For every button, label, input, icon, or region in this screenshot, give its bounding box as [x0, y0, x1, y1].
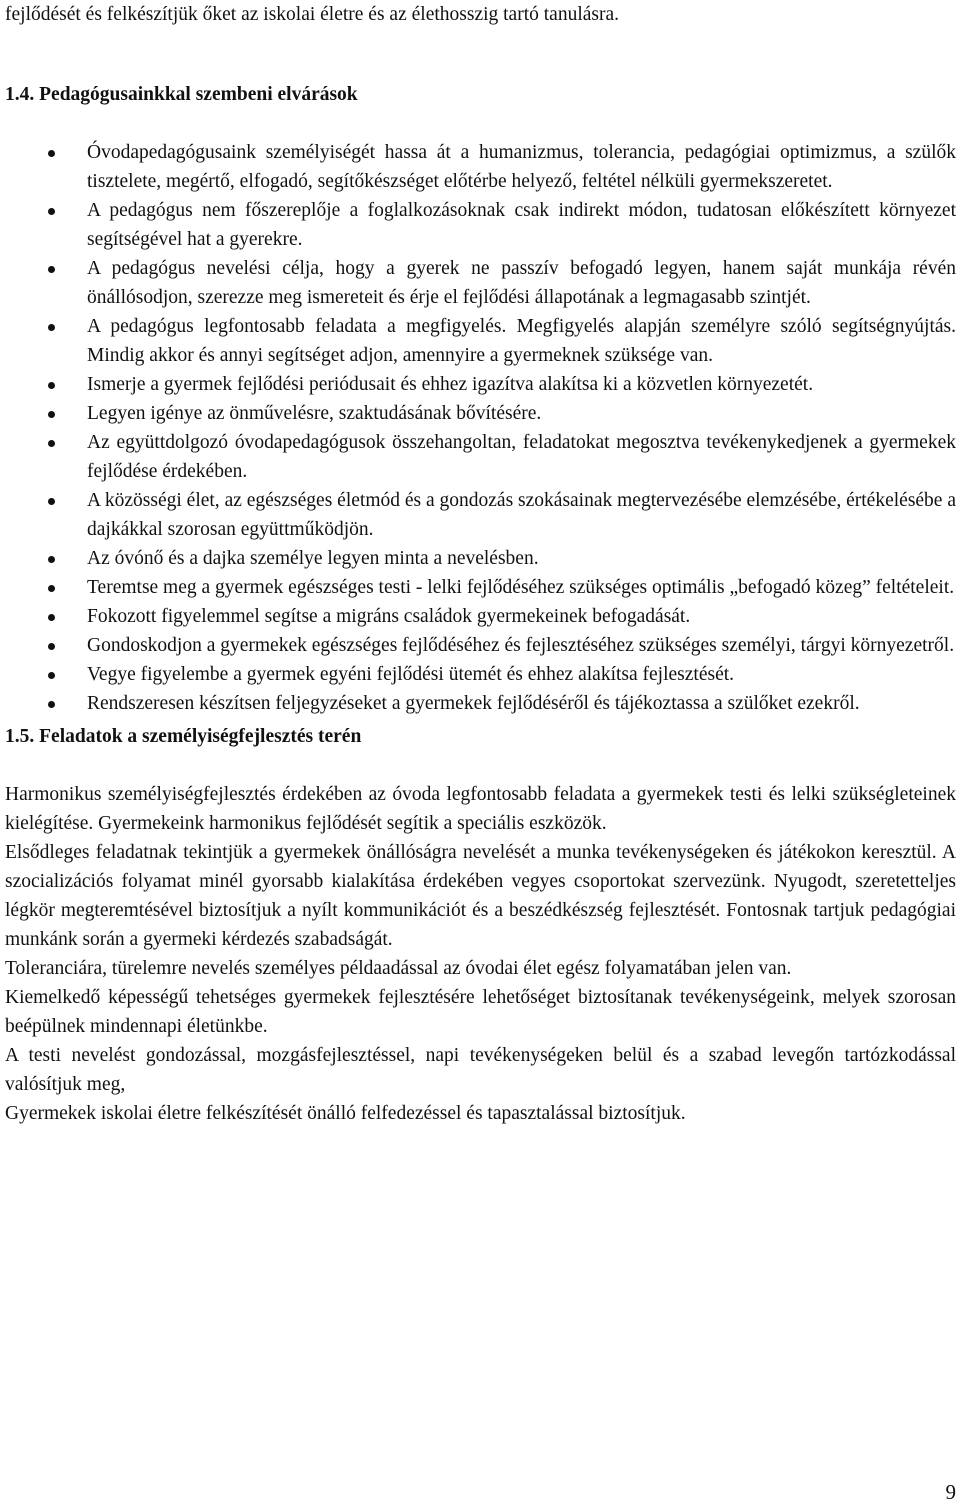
- list-item: [5, 486, 956, 544]
- bullet-icon: [48, 498, 55, 505]
- list-item-text: A pedagógus nevelési célja, hogy a gyerek ne passzív befogadó legyen, hanem saját munkája révén önállósodjon, szerezze meg ismereteit és érje el fejlődési állapotának a legmagasabb szintjét.: [87, 258, 956, 308]
- list-item: [5, 428, 956, 486]
- body-paragraph: Gyermekek iskolai életre felkészítését önálló felfedezéssel és tapasztalással biztosítjuk.: [5, 1103, 686, 1124]
- list-item-text: Az együttdolgozó óvodapedagógusok összehangoltan, feladatokat megosztva tevékenykedjenek a gyermekek fejlődése érdekében.: [87, 432, 956, 482]
- list-item-text: A pedagógus nem főszereplője a foglalkozásoknak csak indirekt módon, tudatosan előkészített környezet segítségével hat a gyerekre.: [87, 200, 956, 250]
- list-item: [5, 544, 956, 573]
- bullet-icon: [48, 556, 55, 563]
- page-number: 9: [945, 1480, 956, 1504]
- bullet-icon: [48, 411, 55, 418]
- bullet-icon: [48, 701, 55, 708]
- list-item: [5, 138, 956, 196]
- list-item-text: Gondoskodjon a gyermekek egészséges fejlődéséhez és fejlesztéséhez szükséges személyi, tárgyi környezetről.: [87, 635, 955, 656]
- bullet-icon: [48, 208, 55, 215]
- list-item-text: Az óvónő és a dajka személye legyen minta a nevelésben.: [87, 548, 539, 569]
- bullet-icon: [48, 614, 55, 621]
- bullet-icon: [48, 382, 55, 389]
- body-paragraph: Toleranciára, türelemre nevelés személyes példaadással az óvodai élet egész folyamatában jelen van.: [5, 958, 792, 979]
- list-item-text: Fokozott figyelemmel segítse a migráns családok gyermekeinek befogadását.: [87, 606, 691, 627]
- bullet-icon: [48, 324, 55, 331]
- body-paragraph: Harmonikus személyiségfejlesztés érdekében az óvoda legfontosabb feladata a gyermekek testi és lelki szükségleteinek kielégítése. Gyermekeink harmonikus fejlődését segítik a speciális eszközök.: [5, 784, 956, 834]
- list-item: [5, 689, 956, 718]
- body-paragraph: A testi nevelést gondozással, mozgásfejlesztéssel, napi tevékenységeken belül és a szabad levegőn tartózkodással valósítjuk meg,: [5, 1045, 956, 1095]
- list-item: [5, 312, 956, 370]
- section-heading-1-5: 1.5. Feladatok a személyiségfejlesztés terén: [5, 726, 362, 747]
- bullet-icon: [48, 150, 55, 157]
- body-paragraph: Kiemelkedő képességű tehetséges gyermekek fejlesztésére lehetőséget biztosítanak tevékenységeink, melyek szorosan beépülnek mindennapi életünkbe.: [5, 987, 956, 1037]
- list-item-text: Óvodapedagógusaink személyiségét hassa át a humanizmus, tolerancia, pedagógiai optimizmus, a szülők tisztelete, megértő, elfogadó, segítőkészséget előtérbe helyező, feltétel nélküli gyermekszeretet.: [87, 142, 956, 192]
- bullet-icon: [48, 672, 55, 679]
- list-item-text: Ismerje a gyermek fejlődési periódusait és ehhez igazítva alakítsa ki a közvetlen környezetét.: [87, 374, 814, 395]
- list-item: [5, 254, 956, 312]
- document-page: [5, 0, 956, 1128]
- list-item-text: Rendszeresen készítsen feljegyzéseket a gyermekek fejlődéséről és tájékoztassa a szülőket ezekről.: [87, 693, 860, 714]
- list-item-text: Teremtse meg a gyermek egészséges testi - lelki fejlődéséhez szükséges optimális „befogadó közeg” feltételeit.: [87, 577, 955, 598]
- list-item: [5, 573, 956, 602]
- expectations-list: [5, 138, 956, 718]
- bullet-icon: [48, 585, 55, 592]
- bullet-icon: [48, 440, 55, 447]
- list-item: [5, 631, 956, 660]
- intro-paragraph: fejlődését és felkészítjük őket az iskolai életre és az élethosszig tartó tanulásra.: [5, 4, 620, 25]
- list-item-text: Legyen igénye az önművelésre, szaktudásának bővítésére.: [87, 403, 542, 424]
- bullet-icon: [48, 266, 55, 273]
- bullet-icon: [48, 643, 55, 650]
- list-item: [5, 660, 956, 689]
- list-item: [5, 602, 956, 631]
- list-item: [5, 196, 956, 254]
- list-item: [5, 370, 956, 399]
- list-item-text: Vegye figyelembe a gyermek egyéni fejlődési ütemét és ehhez alakítsa fejlesztését.: [87, 664, 735, 685]
- list-item-text: A közösségi élet, az egészséges életmód és a gondozás szokásainak megtervezésébe elemzésébe, értékelésébe a dajkákkal szorosan együttműködjön.: [87, 490, 956, 540]
- body-paragraph: Elsődleges feladatnak tekintjük a gyermekek önállóságra nevelését a munka tevékenységeken és játékokon keresztül. A szocializációs folyamat minél gyorsabb kialakítása érdekében vegyes csoportokat szervezünk. Nyugodt, szeretetteljes légkör megteremtésével biztosítjuk a nyílt kommunikációt és a beszédkészség fejlesztését. Fontosnak tartjuk pedagógiai munkánk során a gyermeki kérdezés szabadságát.: [5, 842, 956, 950]
- list-item: [5, 399, 956, 428]
- list-item-text: A pedagógus legfontosabb feladata a megfigyelés. Megfigyelés alapján személyre szóló segítségnyújtás. Mindig akkor és annyi segítséget adjon, amennyire a gyermeknek szüksége van.: [87, 316, 956, 366]
- section-1-5-body: [5, 780, 956, 1128]
- section-heading-1-4: 1.4. Pedagógusainkkal szembeni elvárások: [5, 84, 358, 105]
